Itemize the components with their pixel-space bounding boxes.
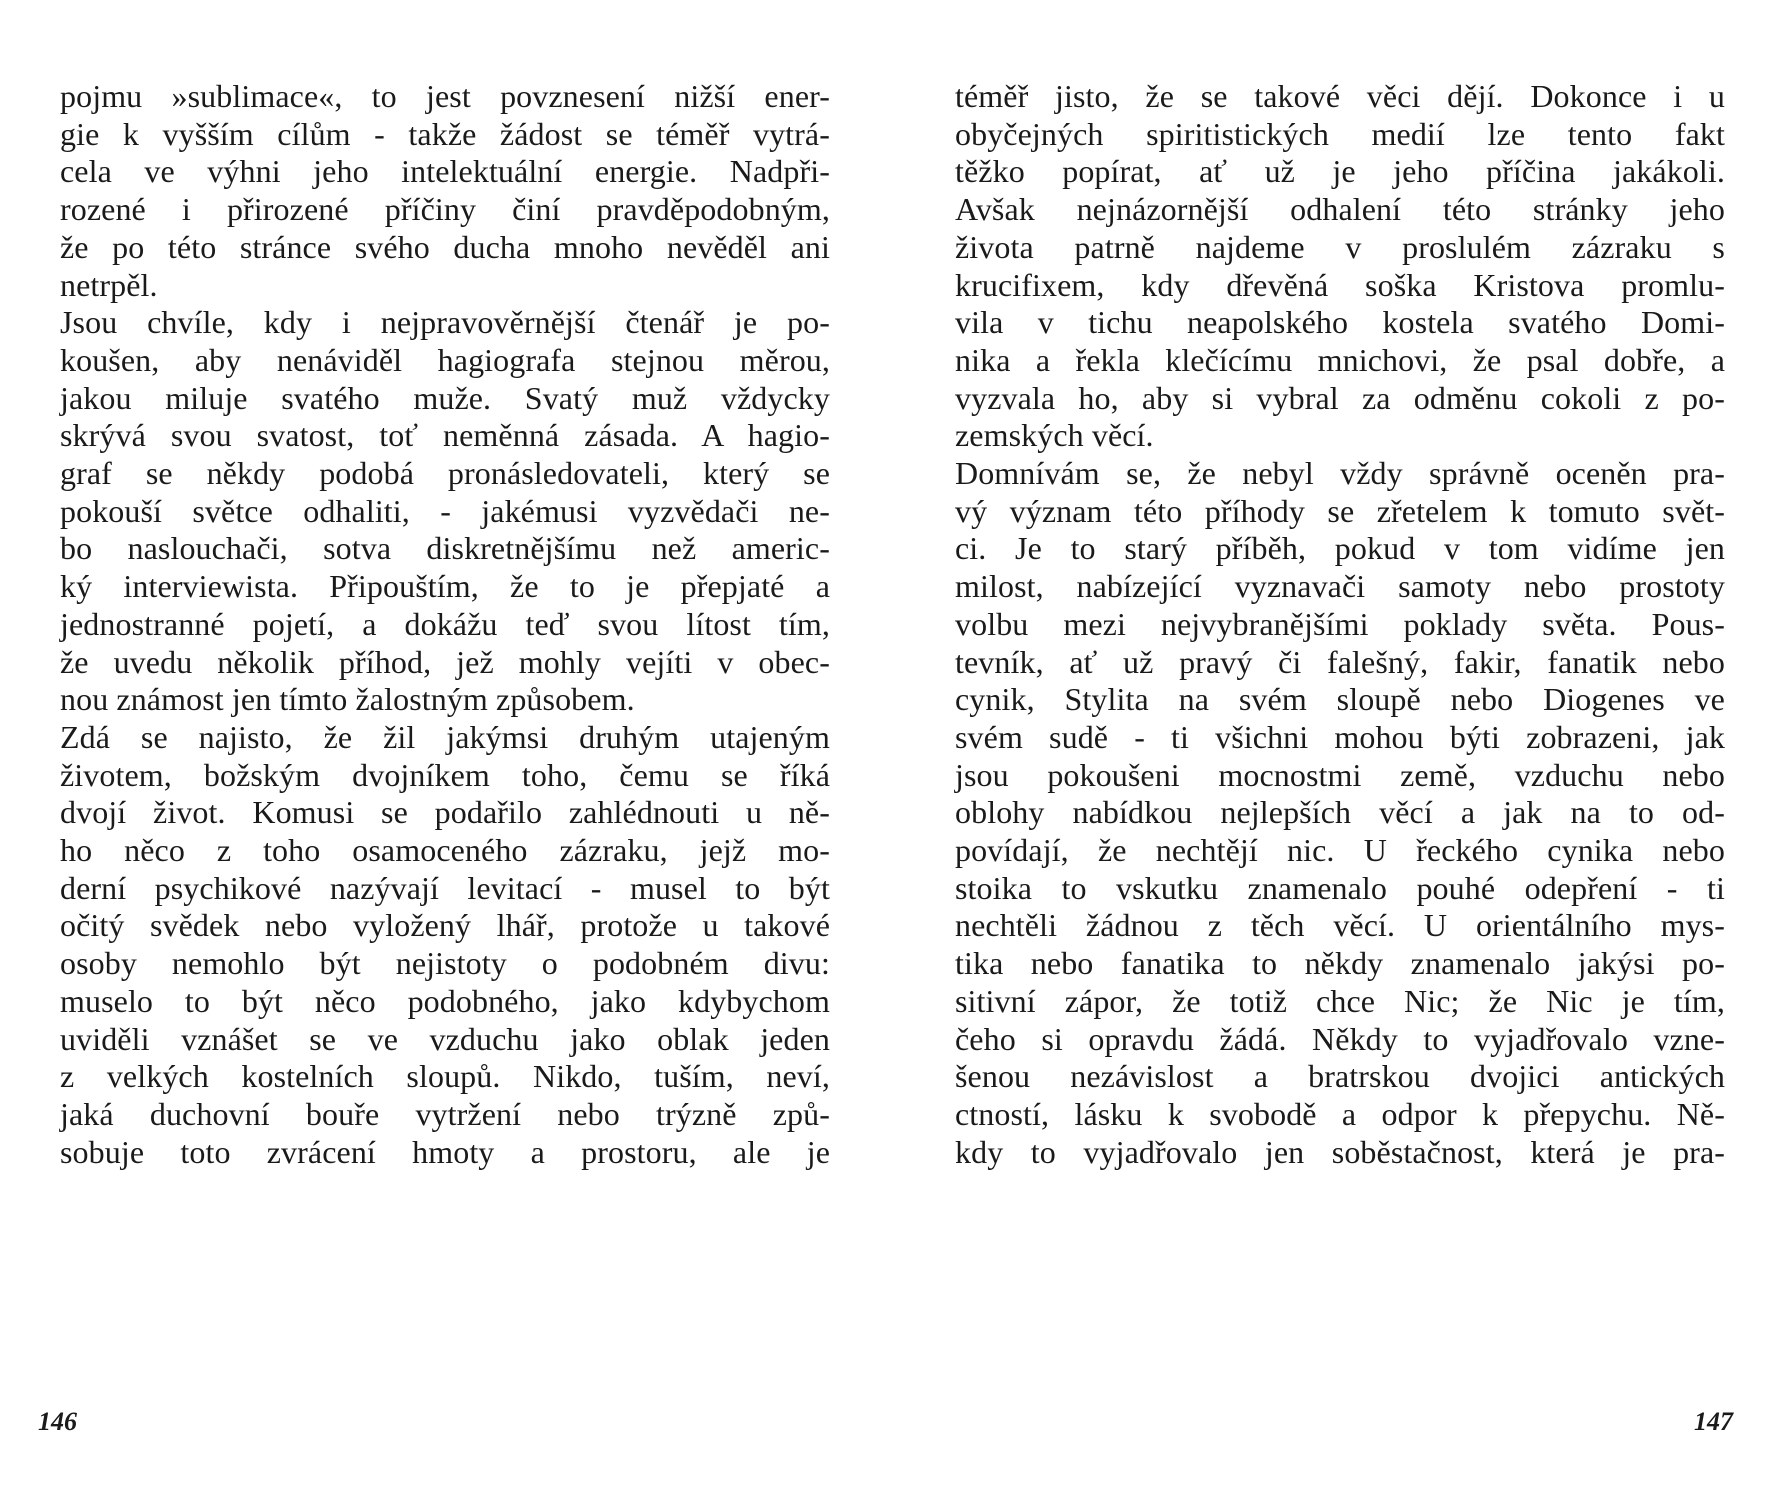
text-line: vila v tichu neapolského kostela svatého Domi- (955, 304, 1725, 341)
text-line: osoby nemohlo být nejistoty o podobném divu: (60, 945, 830, 982)
text-line: nika a řekla klečícímu mnichovi, že psal dobře, a (955, 341, 1725, 378)
text-line: ho něco z toho osamoceného zázraku, jejž mo- (60, 832, 830, 868)
text-line: zemských věcí. (955, 417, 1154, 454)
text-line: obyčejných spiritistických medií lze tento fakt (955, 115, 1725, 152)
text-line: dvojí život. Komusi se podařilo zahlédnouti u ně- (60, 794, 830, 831)
text-line: života patrně najdeme v proslulém zázraku s (955, 228, 1725, 265)
text-line: čeho si opravdu žádá. Někdy to vyjadřovalo vzne- (955, 1020, 1725, 1057)
text-line: Jsou chvíle, kdy i nejpravověrnější čtenář je po- (60, 304, 830, 341)
text-line: ctností, lásku k svobodě a odpor k přepychu. Ně- (955, 1095, 1725, 1132)
text-line: jakou miluje svatého muže. Svatý muž vždycky (60, 379, 830, 416)
text-line: krucifixem, kdy dřevěná soška Kristova promlu- (955, 266, 1725, 303)
text-line: tika nebo fanatika to někdy znamenalo jakýsi po- (955, 945, 1725, 982)
text-line: derní psychikové nazývají levitací - musel to být (60, 869, 830, 906)
text-line: milost, nabízející vyznavači samoty nebo prostoty (955, 568, 1725, 605)
text-line: netrpěl. (60, 266, 158, 303)
text-line: nechtěli žádnou z těch věcí. U orientálního mys- (955, 907, 1725, 944)
text-line: sitivní zápor, že totiž chce Nic; že Nic je tím, (955, 982, 1725, 1019)
text-line: pokouší světce odhaliti, - jakémusi vyzvědači ne- (60, 492, 830, 529)
text-line: oblohy nabídkou nejlepších věcí a jak na to od- (955, 794, 1725, 831)
text-line: z velkých kostelních sloupů. Nikdo, tuším, neví, (60, 1058, 830, 1095)
text-line: životem, božským dvojníkem toho, čemu se říká (60, 756, 830, 793)
text-line: šenou nezávislost a bratrskou dvojici antických (955, 1058, 1725, 1095)
text-line: gie k vyšším cílům - takže žádost se téměř vytrá- (60, 115, 830, 152)
page-number: 147 (1694, 1407, 1733, 1436)
text-line: uviděli vznášet se ve vzduchu jako oblak jeden (60, 1020, 830, 1057)
text-line: těžko popírat, ať už je jeho příčina jakákoli. (955, 153, 1725, 190)
text-line: svém sudě - ti všichni mohou býti zobrazeni, jak (955, 718, 1725, 755)
text-line: ci. Je to starý příběh, pokud v tom vidíme jen (955, 530, 1725, 567)
text-line: jaká duchovní bouře vytržení nebo trýzně způ- (60, 1095, 830, 1132)
text-line: Avšak nejnázornější odhalení této stránky jeho (955, 191, 1725, 228)
text-line: jednostranné pojetí, a dokážu teď svou lítost tím, (60, 605, 830, 642)
text-line: Zdá se najisto, že žil jakýmsi druhým utajeným (60, 718, 830, 755)
text-line: vyzvala ho, aby si vybral za odměnu cokoli z po- (955, 379, 1725, 416)
text-line: že po této stránce svého ducha mnoho nevěděl ani (60, 228, 830, 265)
text-line: muselo to být něco podobného, jako kdybychom (60, 982, 830, 1019)
left-page (38, 0, 830, 1500)
text-line: očitý svědek nebo vyložený lhář, protože u takové (60, 907, 830, 944)
text-line: kdy to vyjadřovalo jen soběstačnost, která je pra- (955, 1133, 1725, 1170)
text-line: Domnívám se, že nebyl vždy správně oceněn pra- (955, 455, 1725, 491)
text-line: povídají, že nechtějí nic. U řeckého cynika nebo (955, 832, 1725, 868)
text-line: cynik, Stylita na svém sloupě nebo Diogenes ve (955, 681, 1725, 718)
text-line: rozené i přirozené příčiny činí pravděpodobným, (60, 191, 830, 228)
text-line: tevník, ať už pravý či falešný, fakir, fanatik nebo (955, 643, 1725, 680)
text-line: stoika to vskutku znamenalo pouhé odepření - ti (955, 869, 1725, 906)
text-line: bo naslouchači, sotva diskretnějšímu než americ- (60, 530, 830, 567)
text-line: volbu mezi nejvybranějšími poklady světa. Pous- (955, 605, 1725, 642)
text-line: téměř jisto, že se takové věci dějí. Dokonce i u (955, 78, 1725, 114)
text-line: nou známost jen tímto žalostným způsobem. (60, 681, 635, 718)
text-line: pojmu »sublimace«, to jest povznesení nižší ener- (60, 78, 830, 114)
text-line: ký interviewista. Připouštím, že to je přepjaté a (60, 568, 830, 605)
right-page (955, 0, 1733, 1500)
text-line: vý význam této příhody se zřetelem k tomuto svět- (955, 492, 1725, 529)
text-line: cela ve výhni jeho intelektuální energie. Nadpři- (60, 153, 830, 190)
text-line: že uvedu několik příhod, jež mohly vejíti v obec- (60, 643, 830, 680)
text-line: koušen, aby nenáviděl hagiografa stejnou měrou, (60, 341, 830, 378)
text-line: jsou pokoušeni mocnostmi země, vzduchu nebo (955, 756, 1725, 793)
text-line: graf se někdy podobá pronásledovateli, který se (60, 455, 830, 491)
page-number: 146 (38, 1407, 77, 1436)
text-line: sobuje toto zvrácení hmoty a prostoru, ale je (60, 1133, 830, 1170)
text-line: skrývá svou svatost, toť neměnná zásada. A hagio- (60, 417, 830, 454)
